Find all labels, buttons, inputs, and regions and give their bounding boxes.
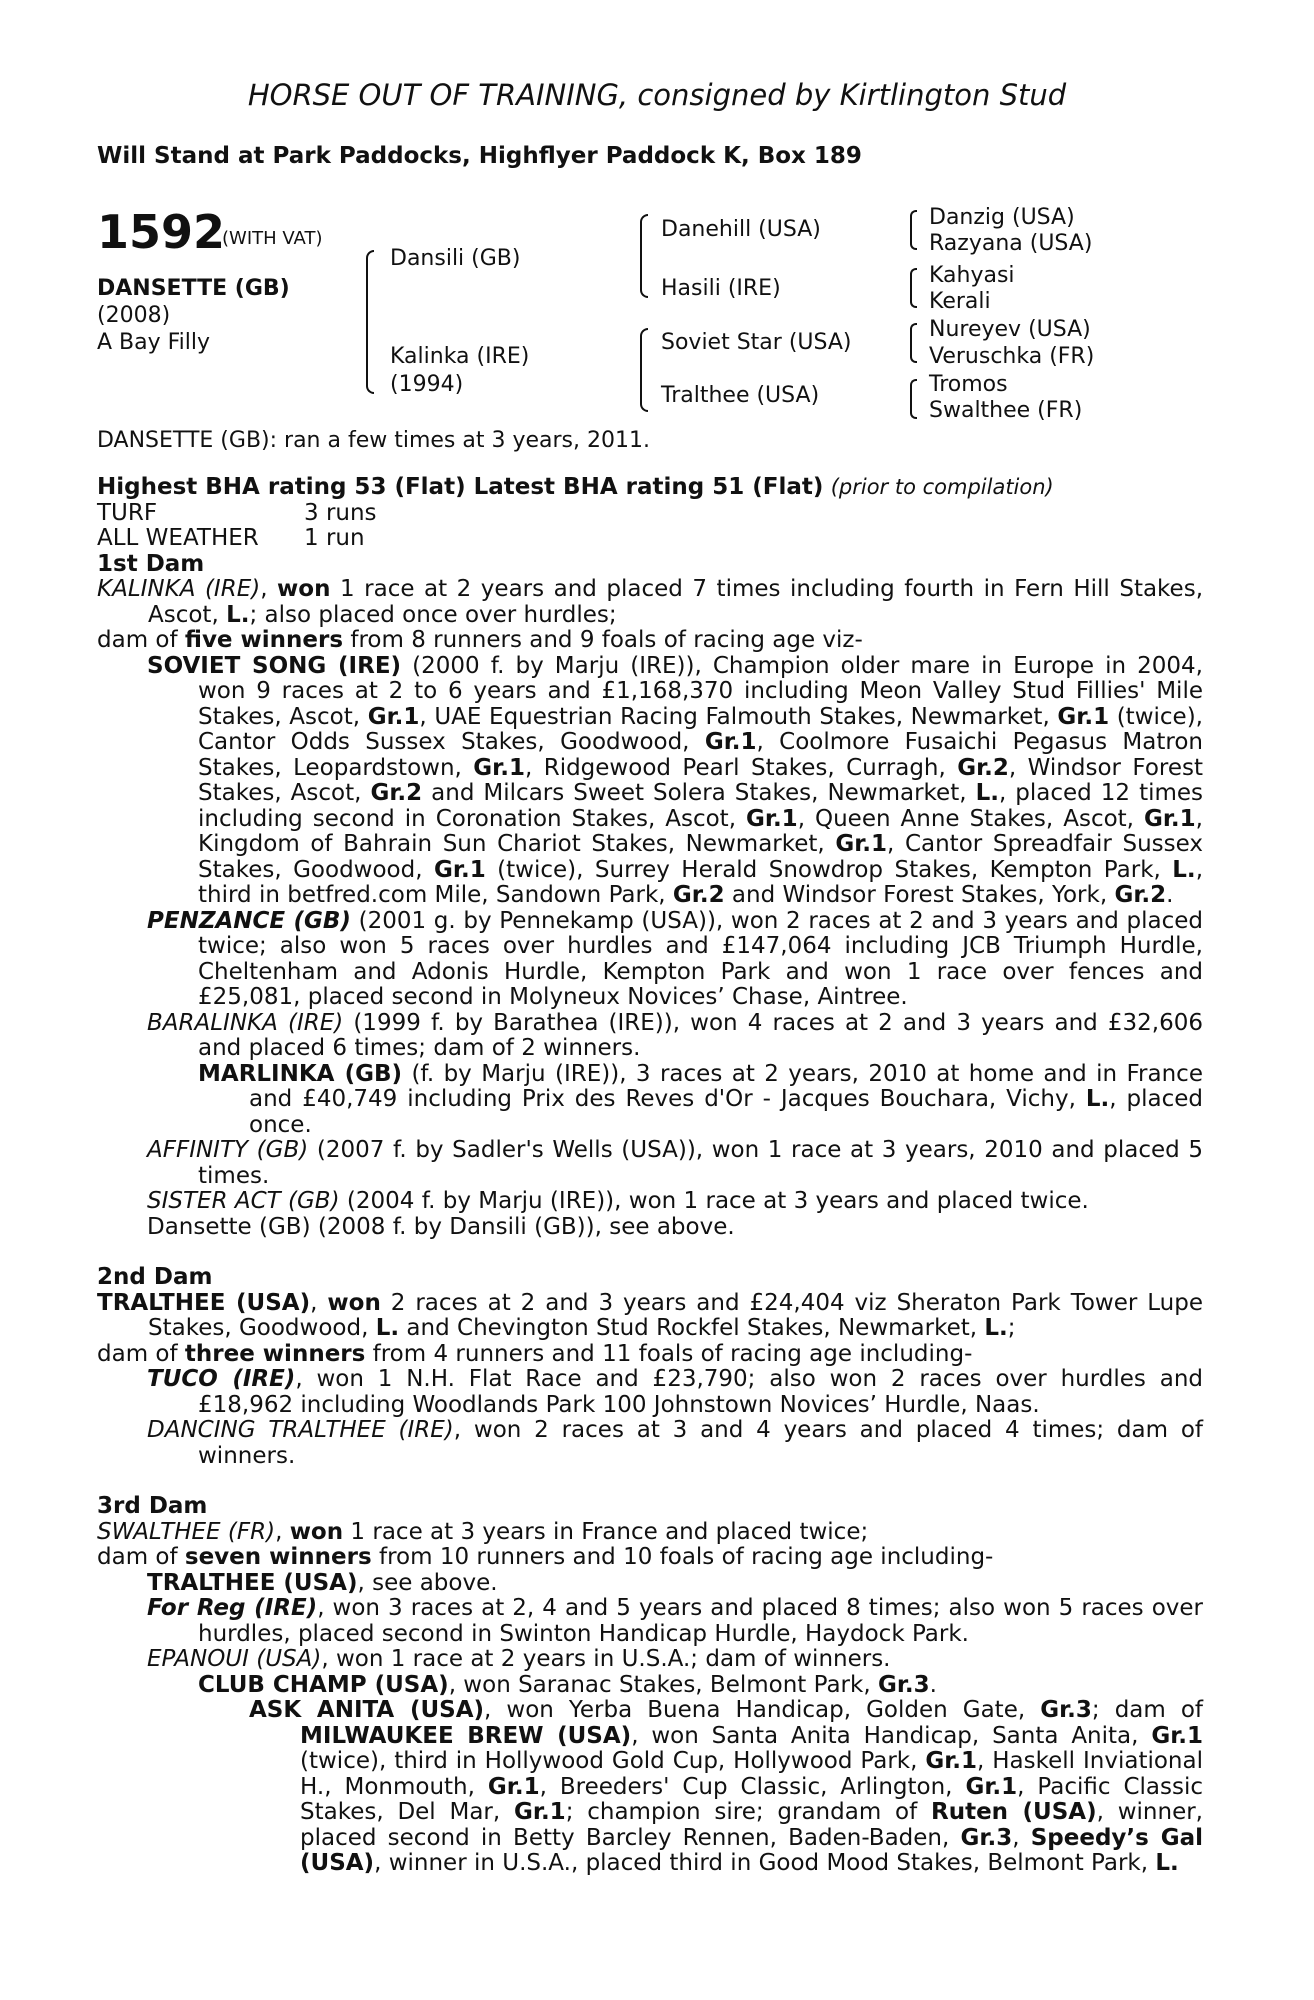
won-label: won [327, 1289, 381, 1316]
won-label: won [289, 1518, 344, 1545]
pedigree-sire-sire: Danehill (USA) [661, 217, 821, 242]
first-dam-name: KALINKA (IRE) [97, 576, 261, 602]
catalogue-body [97, 475, 1203, 1877]
produce-penzance [97, 909, 1203, 1011]
produce-ask-anita: ASK ANITA (USA), won Yerba Buena Handicap, Golden Gate, Gr.3; dam of MILWAUKEE BREW (USA), won Santa Anita Handicap, Santa Anita, Gr.1 (twice), third in Hollywood Gold Cup, Hollywood Park, Gr.1, Haskell Inviational H., Monmouth, Gr.1, Breeders' Cup Classic, Arlington, Gr.1, Pacific Classic Stakes, Del Mar, Gr.1; champion sire; grandam of Ruten (USA), winner, placed second in Betty Barcley Rennen, Baden-Baden, Gr.3, Speedy’s Gal (USA), winner in U.S.A., placed third in Good Mood Stakes, Belmont Park, L. [249, 1697, 1204, 1876]
produce-name: Ruten (USA) [931, 1799, 1097, 1825]
produce-baralinka [97, 1011, 1203, 1062]
produce-text: , Queen Anne Stakes, Ascot, [797, 805, 1144, 832]
aw-value: 1 run [304, 525, 365, 551]
produce-affinity [97, 1138, 1203, 1189]
dam-text: from 4 runners and 11 foals of racing age including- [365, 1340, 973, 1367]
produce-text: (f. by Marju (IRE)), 3 races at 2 years, 2010 at home and in France and £40,749 including Prix des Reves d'Or - Jacques Bouchara, Vichy, [249, 1060, 1203, 1112]
grade-label: Gr.1 [487, 1773, 540, 1800]
produce-name: TUCO (IRE) [147, 1366, 296, 1392]
pedigree-brace-g1 [910, 210, 917, 250]
produce-text: (2001 g. by Pennekamp (USA)), won 2 races at 2 and 3 years and placed twice; also won 5 races over hurdles and £147,064 including JCB Triumph Hurdle, Cheltenham and Adonis Hurdle, Kempton Park and won 1 race over fences and £25,081, placed second in Molyneux Novices’ Chase, Aintree. [198, 907, 1203, 1010]
pedigree-brace-g3 [910, 323, 917, 363]
grade-label: Gr.1 [434, 856, 486, 883]
grade-label: Gr.3 [1040, 1697, 1092, 1723]
pedigree-sire-dam: Hasili (IRE) [661, 276, 781, 301]
turf-line [97, 501, 1203, 527]
grade-label: Gr.2 [957, 754, 1009, 781]
grade-label: Gr.3 [960, 1824, 1013, 1851]
produce-text: ; champion sire; grandam of [565, 1799, 931, 1825]
dam-text: 1 race at 2 years and placed 7 times including fourth in Fern Hill Stakes, Ascot, [148, 576, 1203, 628]
produce-dancing-tralthee [97, 1418, 1203, 1469]
grade-label: Gr.1 [704, 729, 757, 755]
produce-text: (twice), Surrey Herald Snowdrop Stakes, Kempton Park, [485, 856, 1173, 883]
third-dam-entry: SWALTHEE (FR), won 1 race at 3 years in France and placed twice; [97, 1518, 869, 1545]
produce-text: . [1166, 882, 1174, 908]
aw-label: ALL WEATHER [97, 525, 259, 551]
produce-text: , Cantor Spreadfair Sussex Stakes, Goodwood, [198, 831, 1203, 883]
grade-label: Gr.2 [370, 780, 423, 806]
produce-club-champ [97, 1673, 1203, 1699]
produce-text: . [929, 1671, 937, 1698]
dam-text: dam of [97, 627, 185, 653]
produce-name: TRALTHEE (USA) [147, 1569, 358, 1596]
produce-name: Speedy’s Gal (USA) [300, 1824, 1204, 1876]
listed-label: L. [375, 1315, 400, 1341]
grade-label: Gr.1 [367, 703, 420, 730]
produce-text: (2000 f. by Marju (IRE)), Champion older mare in Europe in 2004, won 9 races at 2 to 6 years and £1,168,370 including Meon Valley Stud Fillies' Mile Stakes, Ascot, [198, 652, 1203, 730]
grade-label: Gr.3 [877, 1671, 930, 1698]
produce-for-reg [97, 1596, 1203, 1647]
produce-text: (twice), third in Hollywood Gold Cup, Hollywood Park, [300, 1748, 926, 1774]
produce-name: SISTER ACT (GB) [147, 1188, 340, 1214]
produce-text: , winner, placed second in Betty Barcley Rennen, Baden-Baden, [300, 1799, 1203, 1851]
produce-text: , Pacific Classic Stakes, Del Mar, [300, 1773, 1203, 1825]
rating-note: (prior to compilation) [830, 475, 1054, 499]
produce-name: MARLINKA (GB) [198, 1060, 403, 1087]
listed-label: L. [226, 601, 250, 628]
dam-text: from 8 runners and 9 foals of racing age viz- [343, 627, 863, 653]
horse-year: (2008) [97, 303, 171, 328]
produce-text: , won 3 races at 2, 4 and 5 years and placed 8 times; also won 5 races over hurdles, placed second in Swinton Handicap Hurdle, Haydock Park. [198, 1595, 1203, 1647]
produce-name: PENZANCE (GB) [147, 907, 351, 934]
produce-text: (1999 f. by Barathea (IRE)), won 4 races at 2 and 3 years and £32,606 and placed 6 times; dam of 2 winners. [198, 1009, 1203, 1061]
grade-label: Gr.1 [1143, 805, 1196, 832]
pedigree-dam-sire: Soviet Star (USA) [661, 330, 852, 355]
produce-name: AFFINITY (GB) [147, 1137, 309, 1163]
pedigree-g3: Kahyasi [929, 263, 1015, 288]
page-title: HORSE OUT OF TRAINING, consigned by Kirtlington Stud [247, 78, 1067, 112]
produce-name: BARALINKA (IRE) [147, 1009, 344, 1036]
won-label: won [277, 576, 331, 602]
grade-label: Gr.1 [965, 1773, 1018, 1800]
rating-text: Highest BHA rating 53 (Flat) Latest BHA rating 51 (Flat) [97, 474, 824, 500]
grade-label: Gr.2 [672, 882, 725, 908]
produce-text: , Windsor Forest Stakes, Ascot, [198, 754, 1203, 806]
produce-text: , placed once. [249, 1086, 1203, 1138]
produce-text: , won Santa Anita Handicap, Santa Anita, [631, 1722, 1152, 1749]
first-dam-heading: 1st Dam [97, 550, 205, 577]
produce-text: , Ridgewood Pearl Stakes, Curragh, [524, 754, 958, 781]
pedigree-g4: Kerali [929, 289, 991, 314]
grade-label: Gr.1 [1057, 703, 1110, 730]
grade-label: Gr.1 [925, 1748, 978, 1774]
produce-text: , third in betfred.com Mile, Sandown Park, [198, 856, 1203, 908]
grade-label: Gr.1 [473, 754, 525, 781]
produce-text: , placed 12 times including second in Coronation Stakes, Ascot, [198, 780, 1204, 832]
produce-text: , won 1 race at 2 years in U.S.A.; dam of winners. [321, 1646, 891, 1672]
pedigree-g6: Veruschka (FR) [929, 344, 1095, 369]
first-dam-produce [97, 628, 1203, 654]
produce-name: DANCING TRALTHEE (IRE) [147, 1417, 454, 1443]
produce-tuco [97, 1367, 1203, 1418]
pedigree-g1: Danzig (USA) [929, 205, 1075, 230]
third-dam-produce [97, 1545, 1203, 1571]
winners-count: three winners [184, 1340, 366, 1367]
turf-label: TURF [97, 499, 158, 526]
second-dam-entry: TRALTHEE (USA), won 2 races at 2 and 3 years and £24,404 viz Sheraton Park Tower Lupe Stakes, Goodwood, L. and Chevington Stud Rockfel Stakes, Newmarket, L.; [97, 1289, 1204, 1341]
produce-text: and Milcars Sweet Solera Stakes, Newmarket, [422, 780, 976, 806]
produce-name: SOVIET SONG (IRE) [147, 652, 402, 679]
dam-text: dam of [97, 1544, 185, 1570]
pedigree-brace-g4 [910, 379, 917, 419]
produce-marlinka [97, 1062, 1203, 1139]
produce-text: , see above. [357, 1569, 498, 1596]
produce-name: ASK ANITA (USA) [249, 1697, 485, 1723]
pedigree-brace-main [366, 250, 374, 394]
produce-text: , won Yerba Buena Handicap, Golden Gate, [484, 1697, 1041, 1723]
produce-name: For Reg (IRE) [147, 1595, 318, 1621]
pedigree-sire: Dansili (GB) [390, 246, 521, 271]
produce-name: MILWAUKEE BREW (USA) [300, 1722, 632, 1749]
produce-text: , Haskell Inviational H., Monmouth, [300, 1748, 1203, 1800]
produce-text: (2004 f. by Marju (IRE)), won 1 race at 3 years and placed twice. [339, 1188, 1089, 1214]
produce-dansette [97, 1215, 1203, 1241]
produce-text: , Coolmore Fusaichi Pegasus Matron Stakes, Leopardstown, [198, 729, 1203, 781]
turf-value: 3 runs [304, 499, 377, 526]
pedigree-g5: Nureyev (USA) [929, 317, 1091, 342]
dam-text: 1 race at 3 years in France and placed twice; [343, 1518, 869, 1545]
dam-text: and Chevington Stud Rockfel Stakes, Newmarket, [399, 1315, 985, 1341]
produce-text: , won 2 races at 3 and 4 years and placed 4 times; dam of winners. [198, 1417, 1203, 1469]
listed-label: L. [1172, 856, 1196, 883]
second-dam-heading: 2nd Dam [97, 1264, 213, 1290]
grade-label: Gr.1 [1151, 1722, 1203, 1749]
lot-number: 1592 [97, 205, 226, 259]
produce-epanoui [97, 1647, 1203, 1673]
produce-text: , UAE Equestrian Racing Falmouth Stakes, Newmarket, [419, 703, 1058, 730]
produce-name: CLUB CHAMP (USA) [198, 1671, 449, 1698]
vat-label: (WITH VAT) [222, 228, 323, 249]
produce-text: ; dam of [1091, 1697, 1204, 1723]
pedigree-g2: Razyana (USA) [929, 231, 1093, 256]
pedigree-g7: Tromos [929, 372, 1008, 397]
grade-label: Gr.2 [1114, 882, 1167, 908]
race-summary: DANSETTE (GB): ran a few times at 3 years, 2011. [97, 428, 650, 453]
second-dam-name: TRALTHEE (USA) [97, 1289, 311, 1316]
rating-line [97, 475, 1203, 501]
pedigree-dam-dam: Tralthee (USA) [661, 383, 820, 408]
produce-name: EPANOUI (USA) [147, 1646, 322, 1672]
grade-label: Gr.1 [746, 805, 798, 832]
dam-text: 2 races at 2 and 3 years and £24,404 viz Sheraton Park Tower Lupe Stakes, Goodwood, [148, 1289, 1204, 1341]
produce-text: and Windsor Forest Stakes, York, [724, 882, 1115, 908]
pedigree-dam-year: (1994) [390, 372, 464, 397]
horse-name: DANSETTE (GB) [97, 276, 290, 301]
produce-text: , won 1 N.H. Flat Race and £23,790; also won 2 races over hurdles and £18,962 including Woodlands Park 100 Johnstown Novices’ Hurdle, Naas. [198, 1366, 1204, 1418]
produce-text: , Breeders' Cup Classic, Arlington, [539, 1773, 966, 1800]
produce-text: , Kingdom of Bahrain Sun Chariot Stakes, Newmarket, [198, 805, 1203, 857]
produce-text: (twice), Cantor Odds Sussex Stakes, Goodwood, [198, 703, 1203, 755]
listed-label: L. [1155, 1850, 1179, 1876]
produce-text: , won Saranac Stakes, Belmont Park, [448, 1671, 878, 1698]
pedigree-g8: Swalthee (FR) [929, 398, 1083, 423]
produce-text: Dansette (GB) (2008 f. by Dansili (GB)), see above. [147, 1213, 735, 1240]
pedigree-brace-dam [640, 328, 648, 412]
pedigree-brace-sire [640, 214, 648, 298]
dam-text: from 10 runners and 10 foals of racing age including- [371, 1544, 994, 1570]
produce-sister-act [97, 1189, 1203, 1215]
grade-label: Gr.1 [835, 831, 888, 857]
listed-label: L. [975, 780, 999, 806]
dam-text: ; [1007, 1315, 1016, 1341]
listed-label: L. [984, 1315, 1008, 1341]
aw-line [97, 526, 1203, 552]
winners-count: seven winners [184, 1544, 372, 1570]
winners-count: five winners [184, 627, 344, 653]
grade-label: Gr.1 [514, 1799, 566, 1825]
pedigree-dam: Kalinka (IRE) [390, 344, 530, 369]
produce-text: , winner in U.S.A., placed third in Good Mood Stakes, Belmont Park, [374, 1850, 1156, 1876]
dam-text: ; also placed once over hurdles; [249, 601, 617, 628]
second-dam-produce [97, 1342, 1203, 1368]
first-dam-entry: KALINKA (IRE), won 1 race at 2 years and placed 7 times including fourth in Fern Hill Stakes, Ascot, L.; also placed once over hurdles; [97, 576, 1203, 628]
third-dam-name: SWALTHEE (FR) [97, 1518, 276, 1545]
listed-label: L. [1085, 1086, 1110, 1112]
dam-text: dam of [97, 1340, 185, 1367]
horse-description: A Bay Filly [97, 330, 211, 355]
stand-location: Will Stand at Park Paddocks, Highflyer Paddock K, Box 189 [97, 143, 862, 169]
third-dam-heading: 3rd Dam [97, 1493, 208, 1519]
produce-tralthee [97, 1571, 1203, 1597]
pedigree-brace-g2 [910, 268, 917, 308]
produce-soviet-song [97, 654, 1203, 909]
produce-text: (2007 f. by Sadler's Wells (USA)), won 1 race at 3 years, 2010 and placed 5 times. [198, 1137, 1203, 1189]
